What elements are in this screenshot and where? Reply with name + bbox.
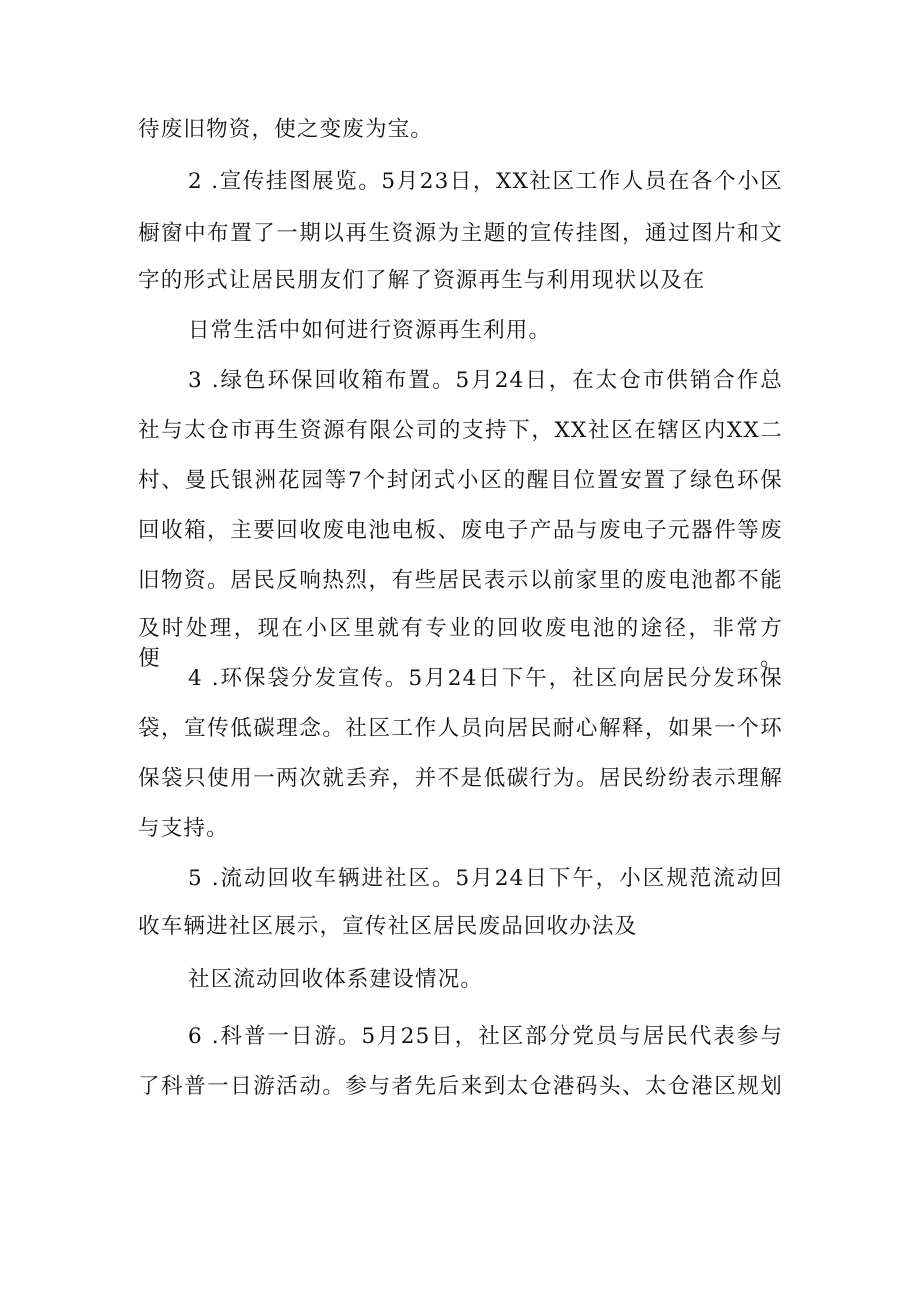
text-line: 袋，宣传低碳理念。社区工作人员向居民耐心解释，如果一个环 xyxy=(138,716,783,741)
text-line: 与支持。 xyxy=(138,816,229,841)
text-line: 待废旧物资，使之变废为宝。 xyxy=(138,117,434,142)
text-line: 保袋只使用一两次就丢弃，并不是低碳行为。居民纷纷表示理解 xyxy=(138,766,783,791)
text-line: 村、曼氏银洲花园等7个封闭式小区的醒目位置安置了绿色环保 xyxy=(138,468,783,493)
paragraph-2-heading-line: 2 .宣传挂图展览。5月23日，XX社区工作人员在各个小区 xyxy=(188,169,783,194)
text-line: 回收箱，主要回收废电池电板、废电子产品与废电子元器件等废 xyxy=(138,518,783,543)
text-line: 及时处理，现在小区里就有专业的回收废电池的途径，非常方便。 xyxy=(138,616,783,671)
paragraph-4-heading-line: 4 .环保袋分发宣传。5月24日下午，社区向居民分发环保 xyxy=(188,666,783,691)
text-line: 旧物资。居民反响热烈，有些居民表示以前家里的废电池都不能 xyxy=(138,568,783,593)
text-line: 橱窗中布置了一期以再生资源为主题的宣传挂图，通过图片和文 xyxy=(138,221,783,246)
text-line: 日常生活中如何进行资源再生利用。 xyxy=(188,318,552,343)
text-line: 字的形式让居民朋友们了解了资源再生与利用现状以及在 xyxy=(138,268,706,293)
paragraph-5-heading-line: 5 .流动回收车辆进社区。5月24日下午，小区规范流动回 xyxy=(188,866,783,891)
paragraph-6-heading-line: 6 .科普一日游。5月25日，社区部分党员与居民代表参与 xyxy=(188,1024,783,1049)
paragraph-3-heading-line: 3 .绿色环保回收箱布置。5月24日，在太仓市供销合作总 xyxy=(188,368,783,393)
text-line: 社与太仓市再生资源有限公司的支持下，XX社区在辖区内XX二 xyxy=(138,418,783,443)
text-line: 社区流动回收体系建设情况。 xyxy=(188,967,484,992)
text-line: 收车辆进社区展示，宣传社区居民废品回收办法及 xyxy=(138,914,638,939)
text-line: 了科普一日游活动。参与者先后来到太仓港码头、太仓港区规划 xyxy=(138,1074,783,1099)
